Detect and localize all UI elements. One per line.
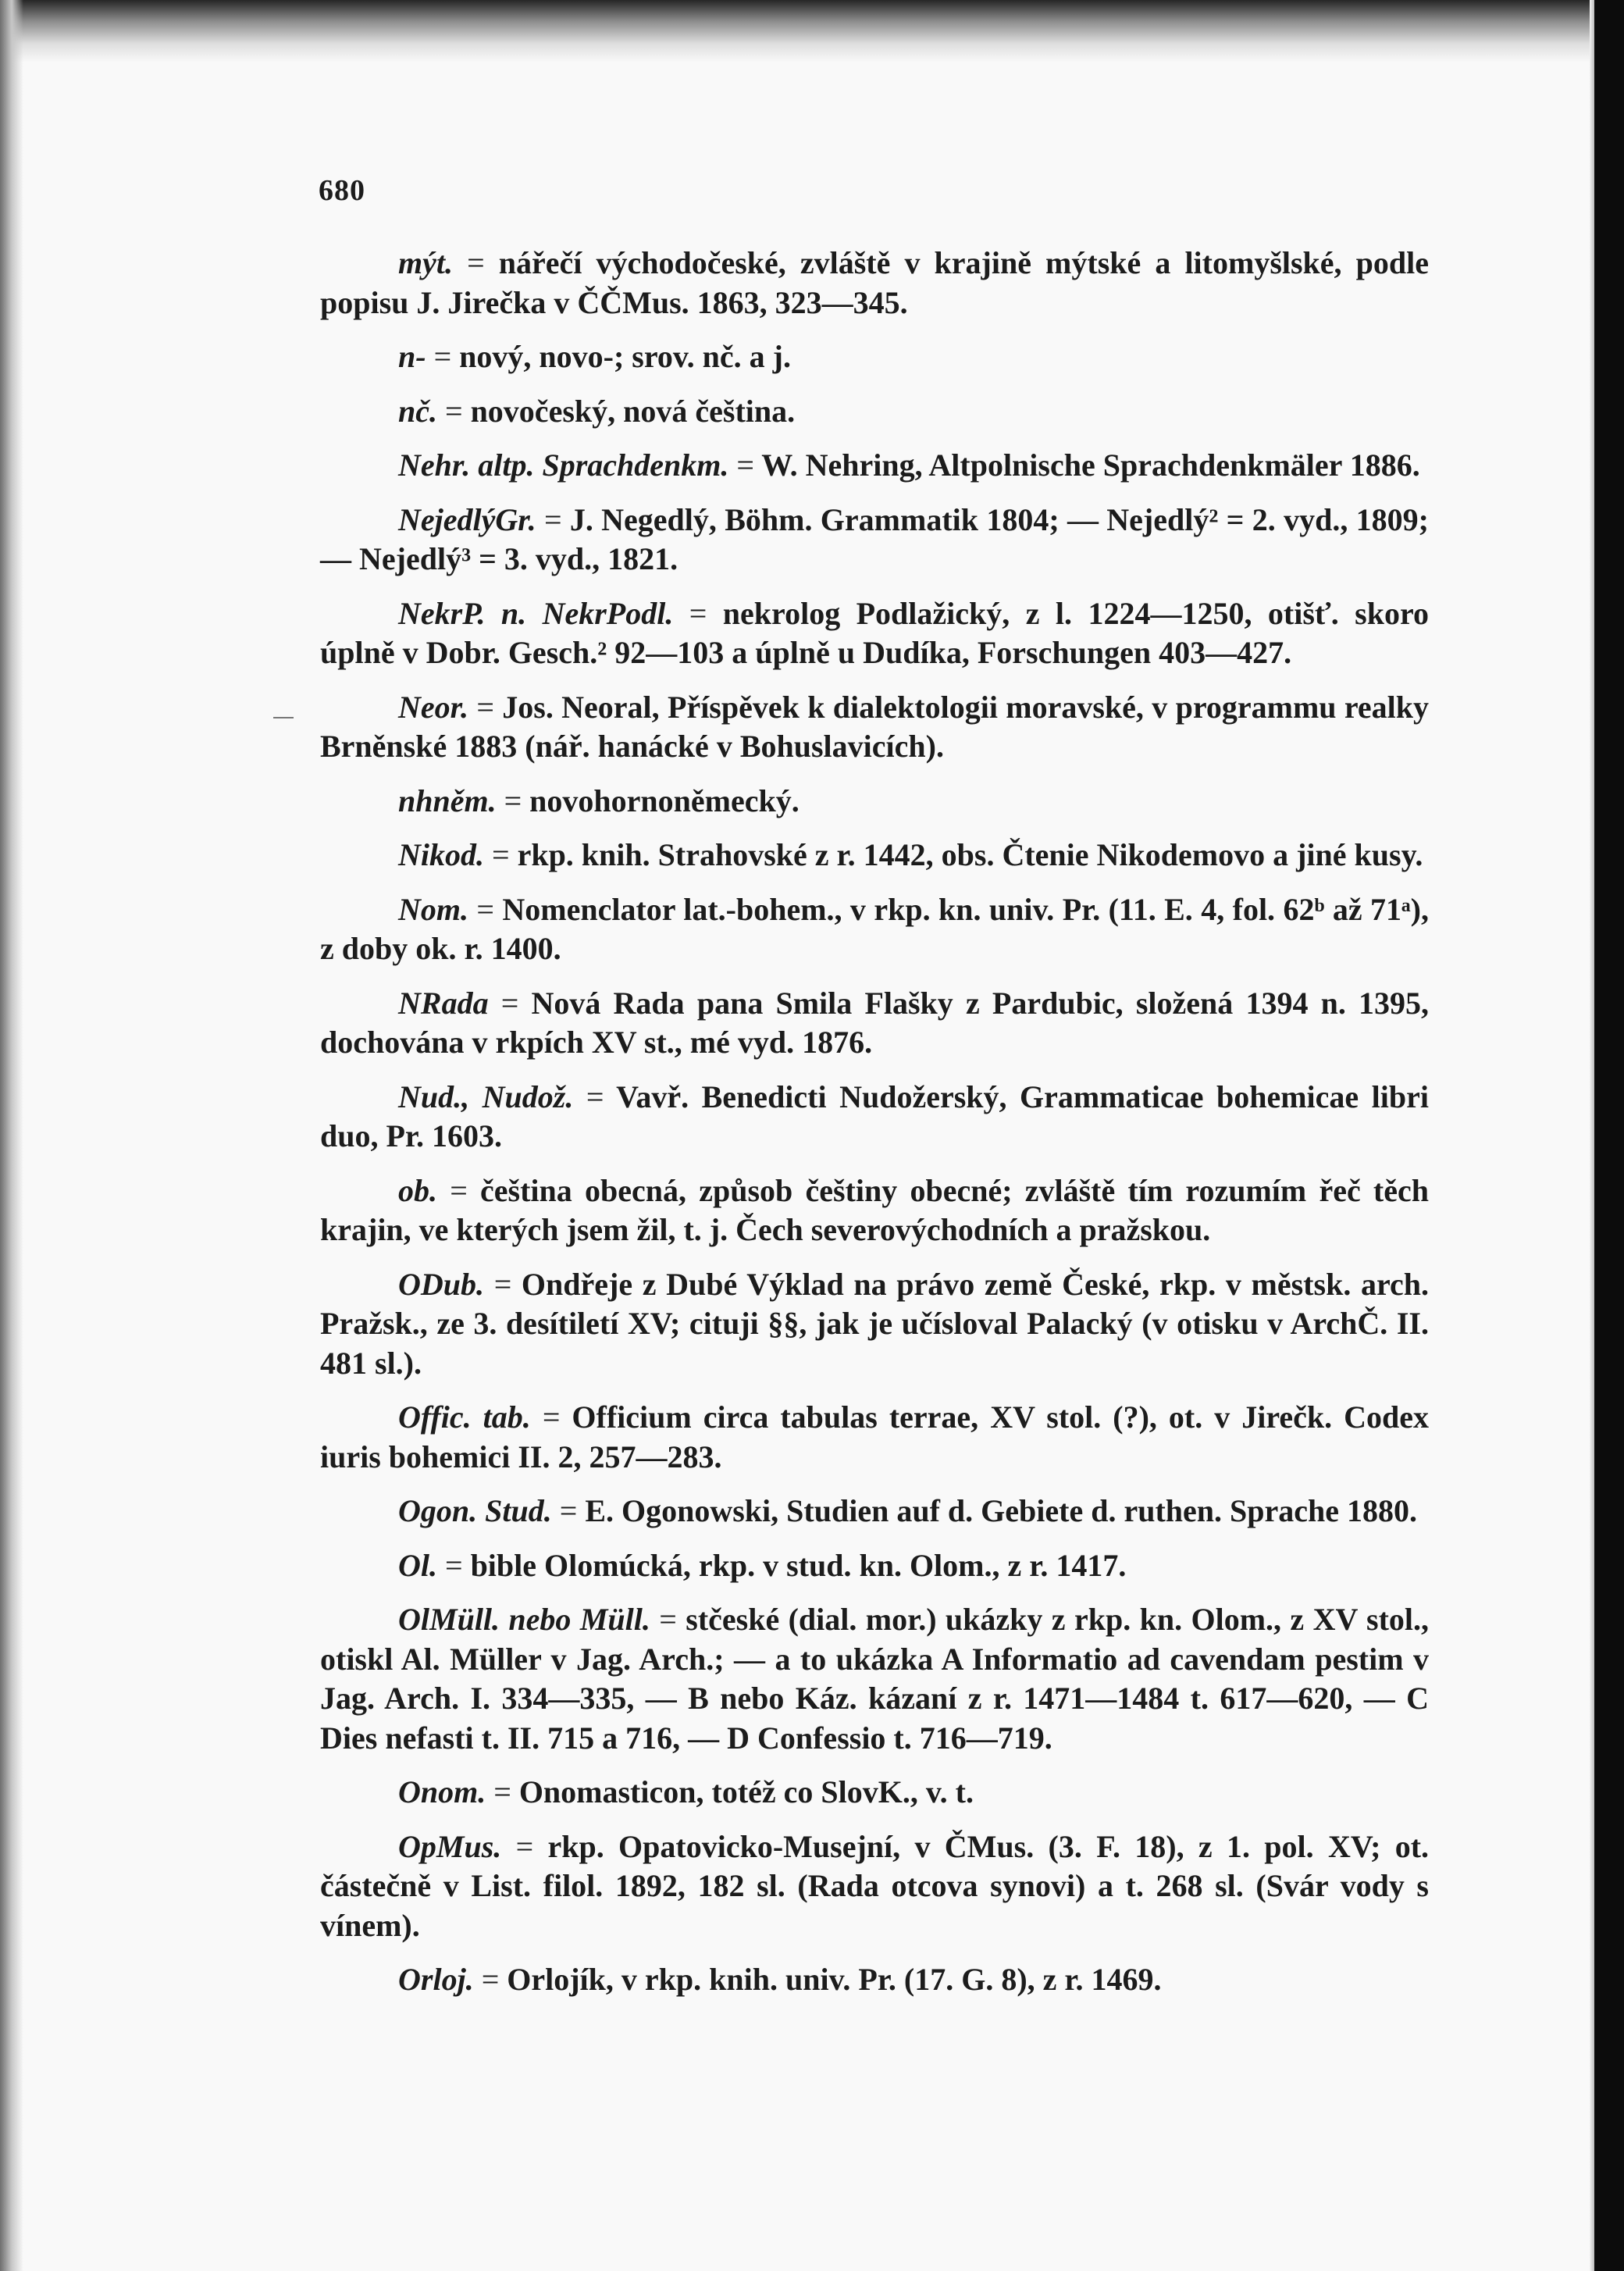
entry-head: Ol. [398,1547,437,1583]
equals-sign: = [515,1828,534,1864]
equals-sign: = [493,1266,512,1302]
entry-head: OlMüll. nebo Müll. [398,1602,650,1637]
equals-sign: = [481,1962,500,1997]
entry-text: W. Nehring, Altpolnische Sprachdenkmäler 1886. [761,447,1420,483]
entry-nhnem [320,782,1429,822]
equals-sign: = [445,1547,463,1583]
entry-nc [320,392,1429,432]
entry-head: NejedlýGr. [398,501,536,537]
entry-myt [320,244,1429,323]
entry-nikod [320,836,1429,875]
entry-text: čeština obecná, způsob češtiny obecné; zvláště tím rozumím řeč těch krajin, ve kterých jsem žil, t. j. Čech severovýchodních a pražskou. [320,1172,1429,1247]
entry-nud [320,1078,1429,1157]
equals-sign: = [504,783,522,818]
entry-text: novočeský, nová čeština. [470,393,796,429]
equals-sign: = [559,1493,578,1528]
equals-sign: = [450,1172,468,1208]
entry-orloj [320,1960,1429,2000]
entry-ol [320,1546,1429,1586]
entry-nejedly [320,501,1429,579]
entry-head: Nom. [398,891,468,927]
entry-text: E. Ogonowski, Studien auf d. Gebiete d. ruthen. Sprache 1880. [585,1493,1418,1528]
entry-head: ODub. [398,1266,485,1302]
equals-sign: = [543,501,562,537]
margin-mark [273,717,294,718]
entry-text: Nomenclator lat.-bohem., v rkp. kn. univ. Pr. (11. E. 4, fol. 62ᵇ až 71ᵃ), z doby ok. r. 1400. [320,891,1429,966]
entry-head: Neor. [398,689,468,725]
entry-head: n- [398,339,426,374]
entry-text: Orlojík, v rkp. knih. univ. Pr. (17. G. 8), z r. 1469. [507,1962,1162,1997]
entry-text: Vavř. Benedicti Nudožerský, Grammaticae bohemicae libri duo, Pr. 1603. [320,1078,1430,1153]
entry-nrada [320,984,1429,1063]
entry-text: stčeské (dial. mor.) ukázky z rkp. kn. Olom., z XV stol., otiskl Al. Müller v Jag. Arch.; — a to ukázka A Informatio ad cavendam pestim v Jag. Arch. I. 334—335, — B nebo Káz. kázaní z r. 1471—1484 t. 617—620, — C Dies nefasti t. II. 715 a 716, — D Confessio t. 716—719. [320,1602,1430,1756]
entry-nehr [320,446,1429,486]
entry-nom [320,890,1429,969]
entry-text: novohornoněmecký. [529,783,800,818]
book-spine-edge [1594,0,1624,2271]
entry-head: nhněm. [398,783,497,818]
equals-sign: = [476,891,494,927]
entry-text: rkp. Opatovicko-Musejní, v ČMus. (3. F. 18), z 1. pol. XV; ot. částečně v List. filol. 1892, 182 sl. (Rada otcova synovi) a t. 268 sl. (Svár vody s vínem). [320,1828,1430,1943]
entry-head: nč. [398,393,437,429]
entry-text: Officium circa tabulas terrae, XV stol. (?), ot. v Jirečk. Codex iuris bohemici II. 2, 257—283. [320,1399,1430,1474]
entry-offic [320,1398,1429,1477]
entry-head: NRada [398,985,489,1021]
entry-head: Offic. tab. [398,1399,531,1435]
entry-head: Nud., Nudož. [398,1078,574,1114]
equals-sign: = [689,595,707,631]
entry-neor [320,688,1429,767]
entry-text: nekrolog Podlažický, z l. 1224—1250, otišť. skoro úplně v Dobr. Gesch.² 92—103 a úplně u Dudíka, Forschungen 403—427. [320,595,1430,670]
entry-text: nářečí východočeské, zvláště v krajině mýtské a litomyšlské, podle popisu J. Jirečka v ČČMus. 1863, 323—345. [320,245,1430,320]
equals-sign: = [736,447,754,483]
abbreviation-list [320,244,1429,2015]
entry-text: J. Negedlý, Böhm. Grammatik 1804; — Nejedlý² = 2. vyd., 1809; — Nejedlý³ = 3. vyd., 1821. [320,501,1430,576]
entry-text: Nová Rada pana Smila Flašky z Pardubic, složená 1394 n. 1395, dochována v rkpích XV st., mé vyd. 1876. [320,985,1430,1060]
entry-text: Ondřeje z Dubé Výklad na právo země České, rkp. v městsk. arch. Pražsk., ze 3. desítiletí XV; cituji §§, jak je učísloval Palacký (v otisku v ArchČ. II. 481 sl.). [320,1266,1430,1381]
entry-odub [320,1265,1429,1384]
entry-head: NekrP. n. NekrPodl. [398,595,674,631]
equals-sign: = [659,1602,677,1637]
page-number: 680 [319,174,365,207]
entry-head: Ogon. Stud. [398,1493,552,1528]
entry-onom [320,1773,1429,1813]
entry-ogon [320,1492,1429,1531]
entry-head: OpMus. [398,1828,502,1864]
equals-sign: = [476,689,494,725]
entry-text: nový, novo-; srov. nč. a j. [459,339,791,374]
equals-sign: = [492,837,510,872]
entry-head: Orloj. [398,1962,474,1997]
equals-sign: = [433,339,452,374]
equals-sign: = [586,1078,604,1114]
entry-olmull [320,1600,1429,1758]
entry-text: Jos. Neoral, Příspěvek k dialektologii moravské, v programmu realky Brněnské 1883 (nář. hanácké v Bohuslavicích). [320,689,1429,764]
entry-head: Onom. [398,1774,486,1809]
equals-sign: = [467,245,485,280]
entry-text: bible Olomúcká, rkp. v stud. kn. Olom., z r. 1417. [470,1547,1127,1583]
equals-sign: = [445,393,463,429]
equals-sign: = [542,1399,561,1435]
entry-opmus [320,1827,1429,1946]
entry-nekr [320,594,1429,673]
equals-sign: = [493,1774,511,1809]
entry-head: mýt. [398,245,453,280]
entry-text: rkp. knih. Strahovské z r. 1442, obs. Čtenie Nikodemovo a jiné kusy. [517,837,1423,872]
entry-n [320,337,1429,377]
entry-text: Onomasticon, totéž co SlovK., v. t. [518,1774,974,1809]
entry-head: Nikod. [398,837,484,872]
entry-ob [320,1171,1429,1250]
entry-head: ob. [398,1172,437,1208]
equals-sign: = [500,985,519,1021]
entry-head: Nehr. altp. Sprachdenkm. [398,447,729,483]
